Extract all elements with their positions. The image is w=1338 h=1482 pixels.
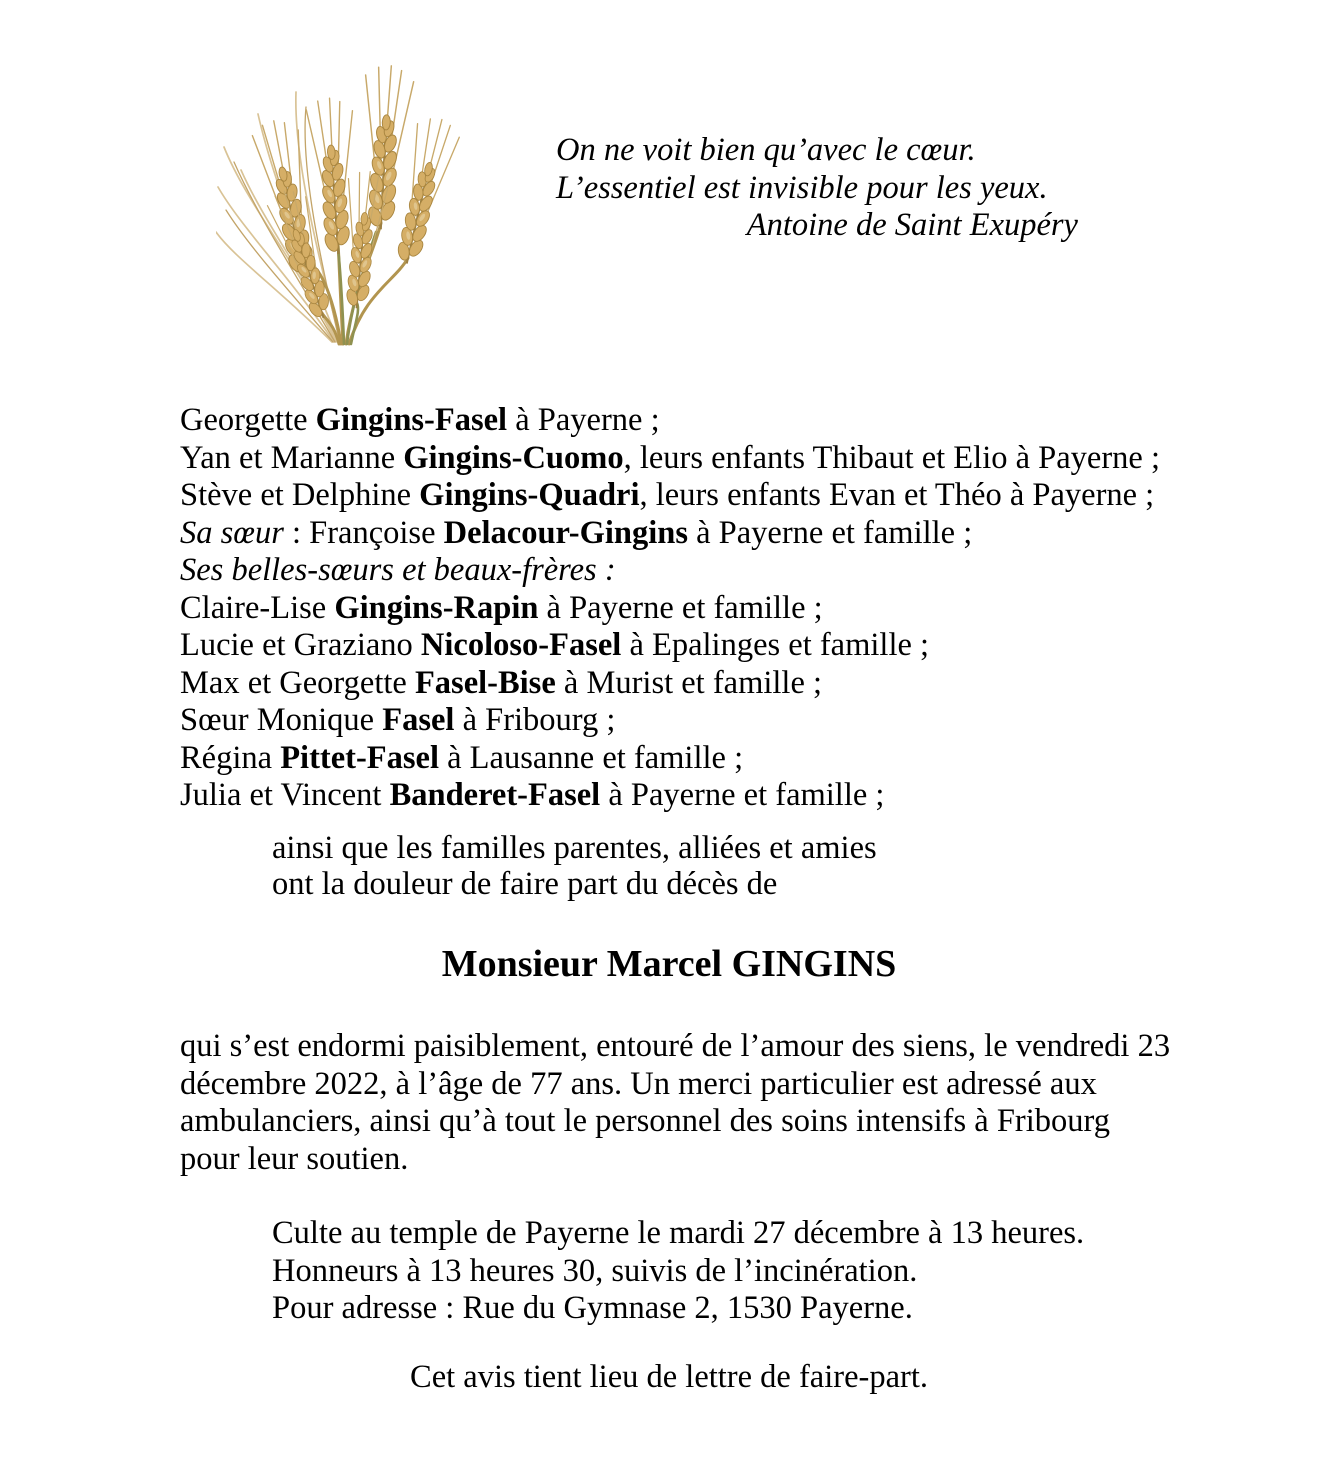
quote-line: On ne voit bien qu’avec le cœur. <box>556 132 976 168</box>
ceremony-line: Honneurs à 13 heures 30, suivis de l’incinération. <box>272 1252 918 1289</box>
ceremony-line: Culte au temple de Payerne le mardi 27 décembre à 13 heures. <box>272 1215 1085 1251</box>
closing-line: Cet avis tient lieu de lettre de faire-part. <box>410 1359 928 1395</box>
obituary-line: qui s’est endormi paisiblement, entouré de l’amour des siens, le vendredi 23 <box>180 1028 1171 1064</box>
quote-block <box>556 132 1078 245</box>
family-line: Régina Pittet-Fasel à Lausanne et famille ; <box>180 739 744 776</box>
family-list <box>180 402 1240 815</box>
announcement-line: ainsi que les familles parentes, alliées et amies <box>272 830 877 866</box>
family-line: Max et Georgette Fasel-Bise à Murist et famille ; <box>180 664 823 701</box>
quote-attribution: Antoine de Saint Exupéry <box>746 207 1078 243</box>
family-line: Sa sœur : Françoise Delacour-Gingins à Payerne et famille ; <box>180 514 973 551</box>
obituary-line: ambulanciers, ainsi qu’à tout le personnel des soins intensifs à Fribourg <box>180 1103 1110 1139</box>
family-line: Ses belles-sœurs et beaux-frères : <box>180 552 616 588</box>
obituary-paragraph <box>180 1028 1190 1178</box>
family-line: Stève et Delphine Gingins-Quadri, leurs enfants Evan et Théo à Payerne ; <box>180 477 1155 513</box>
family-line: Claire-Lise Gingins-Rapin à Payerne et famille ; <box>180 589 823 626</box>
family-line: Julia et Vincent Banderet-Fasel à Payerne et famille ; <box>180 777 885 813</box>
announcement-line: ont la douleur de faire part du décès de <box>272 866 778 902</box>
ceremony-line: Pour adresse : Rue du Gymnase 2, 1530 Payerne. <box>272 1290 913 1326</box>
family-line: Yan et Marianne Gingins-Cuomo, leurs enfants Thibaut et Elio à Payerne ; <box>180 439 1160 476</box>
wheat-stalks-image <box>216 52 466 352</box>
announcement-block <box>272 830 1172 902</box>
family-line: Georgette Gingins-Fasel à Payerne ; <box>180 402 660 438</box>
quote-line: L’essentiel est invisible pour les yeux. <box>556 169 1048 206</box>
obituary-line: pour leur soutien. <box>180 1140 409 1177</box>
obituary-line: décembre 2022, à l’âge de 77 ans. Un merci particulier est adressé aux <box>180 1065 1097 1102</box>
family-line: Sœur Monique Fasel à Fribourg ; <box>180 702 616 738</box>
deceased-name-title: Monsieur Marcel GINGINS <box>441 943 897 985</box>
family-line: Lucie et Graziano Nicoloso-Fasel à Epalinges et famille ; <box>180 627 930 663</box>
ceremony-block <box>272 1215 1192 1328</box>
